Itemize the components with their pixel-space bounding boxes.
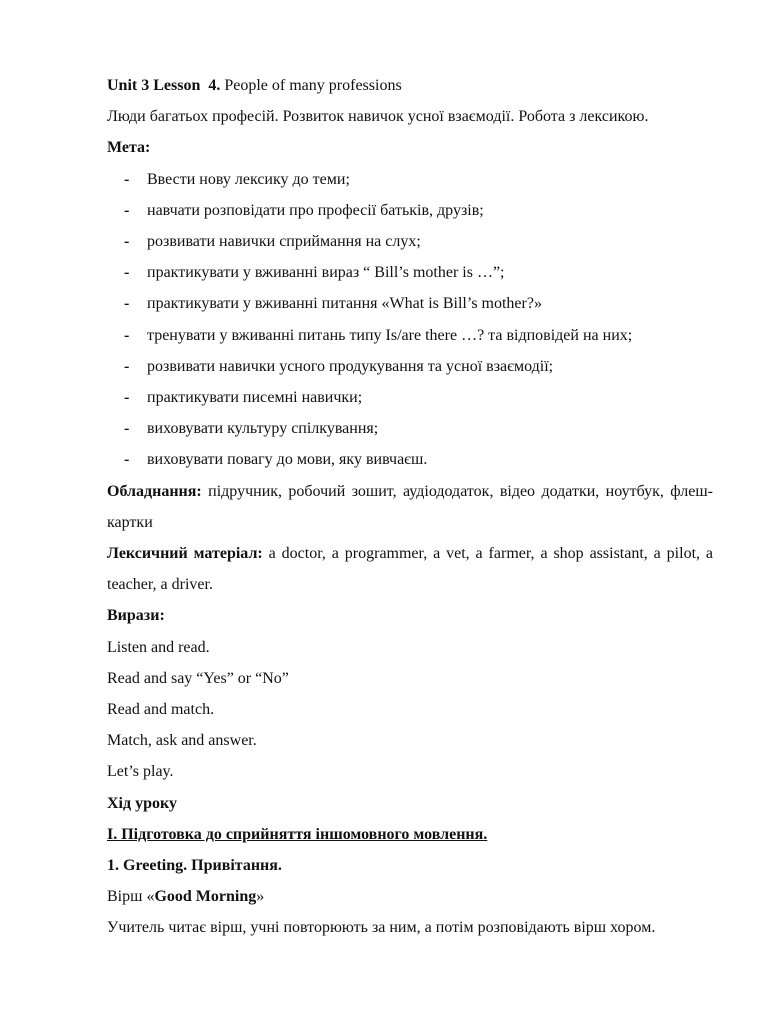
goal-item: - виховувати повагу до мови, яку вивчаєш. (124, 451, 428, 469)
lesson-header (107, 70, 713, 101)
unit-label: Unit 3 Lesson (107, 77, 201, 94)
equipment-label: Обладнання: (107, 482, 202, 500)
procedure-heading: Хід уроку (107, 794, 177, 812)
poem-line (107, 881, 713, 912)
instruction-text: Учитель читає вірш, учні повторюють за ним, а потім розповідають вірш хором. (107, 919, 656, 937)
goal-item: - практикувати у вживанні питання «What is Bill’s mother?» (124, 295, 542, 313)
phrase-item: Listen and read. (107, 638, 210, 656)
step-title: 1. Greeting. Привітання. (107, 857, 282, 875)
vocabulary-paragraph (107, 538, 713, 600)
poem-title: Good Morning (154, 888, 257, 906)
section-title: І. Підготовка до сприйняття іншомовного мовлення. (107, 825, 488, 843)
goal-item: - розвивати навички усного продукування та усної взаємодії; (124, 357, 554, 375)
phrase-item: Let’s play. (107, 763, 174, 781)
poem-suffix: » (256, 888, 265, 906)
goal-item: - практикувати писемні навички; (124, 389, 363, 407)
goals-list (107, 164, 713, 476)
lesson-subtitle: Люди багатьох професій. Розвиток навичок усної взаємодії. Робота з лексикою. (107, 108, 649, 126)
goal-item: - виховувати культуру спілкування; (124, 420, 379, 438)
phrase-item: Read and say “Yes” or “No” (107, 669, 289, 687)
goal-item: - Ввести нову лексику до теми; (124, 170, 350, 188)
vocabulary-text: a doctor, a programmer, a vet, a farmer, a shop assistant, a pilot, a teacher, a driver. (107, 545, 714, 594)
vocabulary-label: Лексичний матеріал: (107, 545, 263, 563)
goal-item: - розвивати навички сприймання на слух; (124, 233, 421, 251)
goal-item: - тренувати у вживанні питань типу Is/are there …? та відповідей на них; (124, 326, 633, 344)
goal-item: - навчати розповідати про професії батьків, друзів; (124, 201, 484, 219)
lesson-number: 4. (208, 77, 221, 94)
phrases-heading: Вирази: (107, 607, 165, 625)
phrase-item: Read and match. (107, 701, 215, 719)
goal-item: - практикувати у вживанні вираз “ Bill’s mother is …”; (124, 264, 505, 282)
document-page (107, 70, 713, 944)
goals-heading: Мета: (107, 139, 151, 157)
phrase-item: Match, ask and answer. (107, 732, 257, 750)
equipment-text: підручник, робочий зошит, аудіододаток, відео додатки, ноутбук, флеш-картки (107, 482, 713, 531)
equipment-paragraph (107, 476, 713, 538)
poem-prefix: Вірш « (107, 888, 155, 906)
lesson-title: People of many professions (224, 77, 402, 94)
